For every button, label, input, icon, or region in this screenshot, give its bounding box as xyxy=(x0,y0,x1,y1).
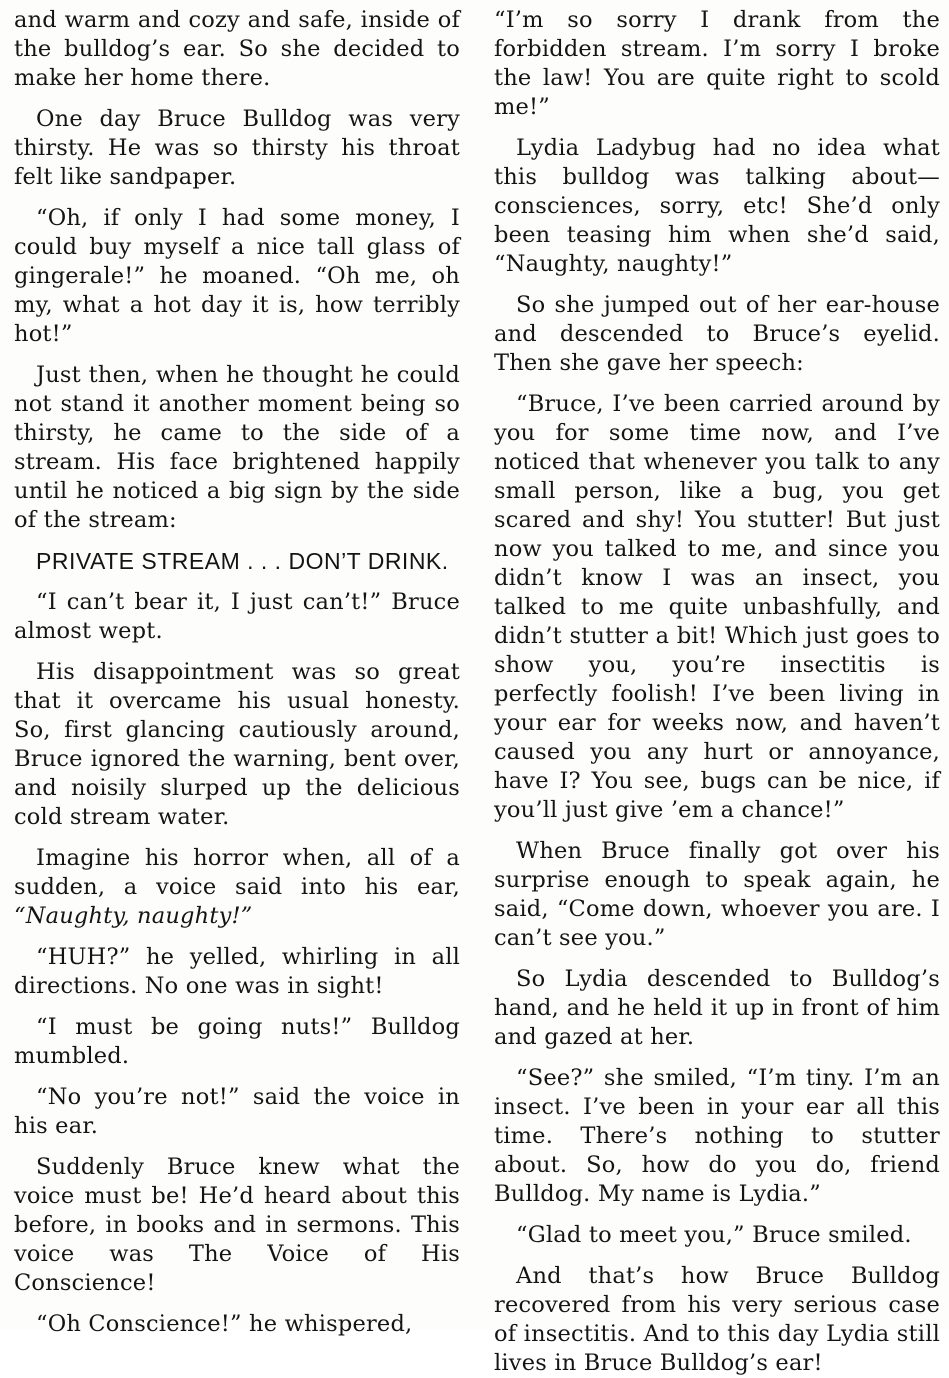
paragraph: Just then, when he thought he could not stand it another moment being so thirsty, he came to the side of a stream. His face brightened happily until he noticed a big sign by the side of the stream: xyxy=(14,362,460,533)
paragraph: “Glad to meet you,” Bruce smiled. xyxy=(516,1222,912,1248)
paragraph: and warm and cozy and safe, inside of the bulldog’s ear. So she decided to make her home there. xyxy=(14,7,460,91)
paragraph: “See?” she smiled, “I’m tiny. I’m an insect. I’ve been in your ear all this time. There’s nothing to stutter about. So, how do you do, friend Bulldog. My name is Lydia.” xyxy=(494,1065,940,1207)
paragraph xyxy=(14,844,460,931)
paragraph: “I can’t bear it, I just can’t!” Bruce almost wept. xyxy=(14,589,460,644)
paragraph: “No you’re not!” said the voice in his ear. xyxy=(14,1084,460,1139)
paragraph: “I must be going nuts!” Bulldog mumbled. xyxy=(14,1014,460,1069)
sign-text: PRIVATE STREAM . . . DON’T DRINK. xyxy=(36,548,449,574)
paragraph: And that’s how Bruce Bulldog recovered from his very serious case of insectitis. And to this day Lydia still lives in Bruce Bulldog’s ear! xyxy=(494,1263,940,1376)
paragraph: One day Bruce Bulldog was very thirsty. He was so thirsty his throat felt like sandpaper. xyxy=(14,106,460,190)
italic-quote: “Naughty, naughty!” xyxy=(14,903,253,929)
paragraph: When Bruce finally got over his surprise enough to speak again, he said, “Come down, whoever you are. I can’t see you.” xyxy=(494,838,940,951)
paragraph: So she jumped out of her ear-house and descended to Bruce’s eyelid. Then she gave her speech: xyxy=(494,292,940,376)
paragraph: “Bruce, I’ve been carried around by you for some time now, and I’ve noticed that whenever you talk to any small person, like a bug, you get scared and shy! You stutter! But just now you talked to me, and since you didn’t know I was an insect, you talked to me quite unbashfully, and didn’t stutter a bit! Which just goes to show you, you’re insectitis is perfectly foolish! I’ve been living in your ear for weeks now, and haven’t caused you any hurt or annoyance, have I? You see, bugs can be nice, if you’ll just give ’em a chance!” xyxy=(494,391,940,823)
paragraph: “HUH?” he yelled, whirling in all directions. No one was in sight! xyxy=(14,944,460,999)
paragraph: So Lydia descended to Bulldog’s hand, and he held it up in front of him and gazed at her. xyxy=(494,966,940,1050)
paragraph-text: Imagine his horror when, all of a sudden, a voice said into his ear, xyxy=(14,845,460,900)
paragraph: “Oh, if only I had some money, I could buy myself a nice tall glass of gingerale!” he moaned. “Oh me, oh my, what a hot day it is, how terribly hot!” xyxy=(14,205,460,347)
paragraph: “Oh Conscience!” he whispered, xyxy=(36,1311,413,1337)
paragraph: Suddenly Bruce knew what the voice must be! He’d heard about this before, in books and in sermons. This voice was The Voice of His Conscience! xyxy=(14,1154,460,1296)
left-column xyxy=(14,6,460,1339)
paragraph: Lydia Ladybug had no idea what this bulldog was talking about—consciences, sorry, etc! She’d only been teasing him when she’d said, “Naughty, naughty!” xyxy=(494,135,940,277)
paragraph: His disappointment was so great that it overcame his usual honesty. So, first glancing cautiously around, Bruce ignored the warning, bent over, and noisily slurped up the delicious cold stream water. xyxy=(14,659,460,830)
paragraph: “I’m so sorry I drank from the forbidden stream. I’m sorry I broke the law! You are quite right to scold me!” xyxy=(494,7,940,120)
right-column xyxy=(494,6,940,1378)
